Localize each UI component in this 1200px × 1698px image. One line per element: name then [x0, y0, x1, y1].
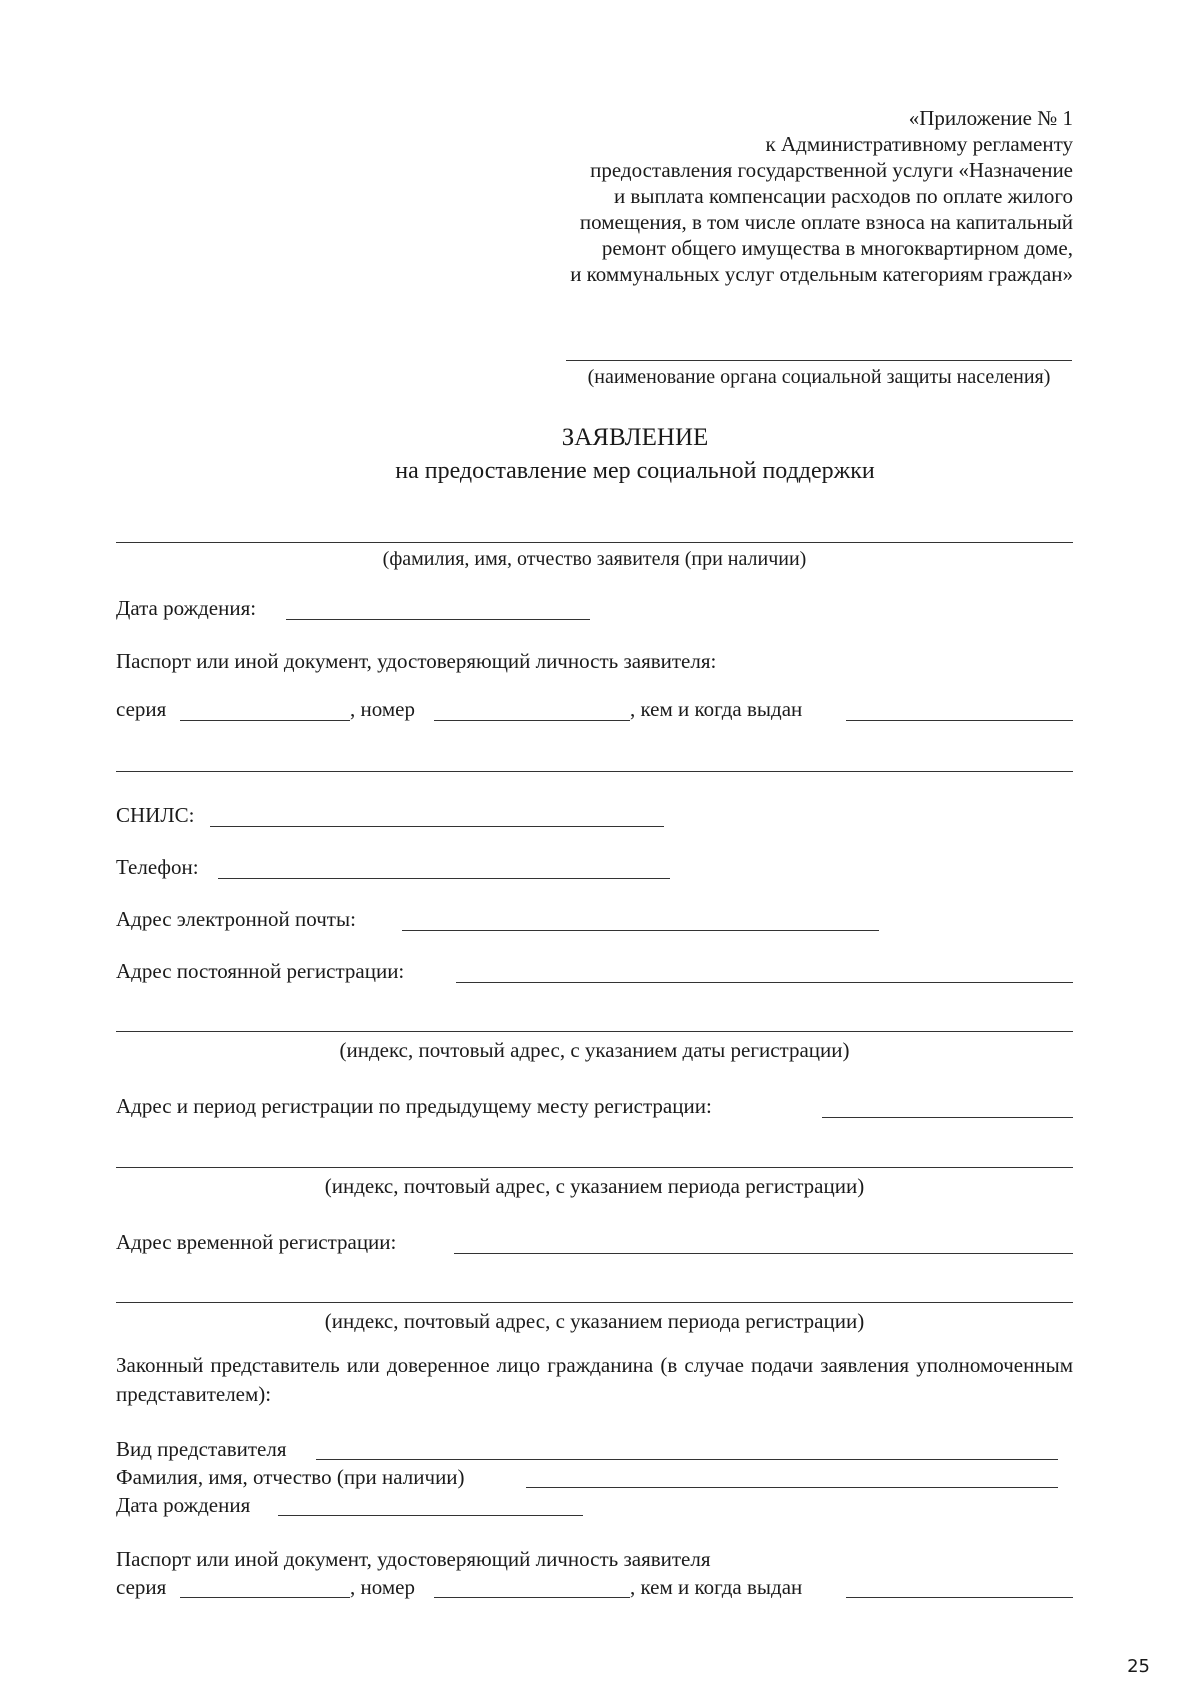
passport-label: Паспорт или иной документ, удостоверяющий личность заявителя:: [116, 649, 717, 673]
passport-issued-continuation-field[interactable]: [116, 771, 1073, 772]
prev-address-caption: (индекс, почтовый адрес, с указанием периода регистрации): [324, 1174, 865, 1198]
perm-address-caption: (индекс, почтовый адрес, с указанием даты регистрации): [339, 1038, 850, 1062]
rep-fio-field[interactable]: [526, 1487, 1058, 1488]
email-label: Адрес электронной почты:: [116, 907, 356, 931]
temp-address-caption: [116, 1308, 1073, 1334]
rep-passport-issued-label: , кем и когда выдан: [630, 1575, 803, 1599]
rep-type-field[interactable]: [316, 1459, 1058, 1460]
temp-address-label: Адрес временной регистрации:: [116, 1230, 397, 1254]
email-field[interactable]: [402, 930, 879, 931]
rep-birth-date-label: Дата рождения: [116, 1493, 251, 1517]
rep-birth-date-field[interactable]: [278, 1515, 583, 1516]
header-line: предоставления государственной услуги «Назначение: [590, 158, 1073, 182]
header-line: и коммунальных услуг отдельным категориям граждан»: [570, 262, 1073, 286]
temp-address-field[interactable]: [454, 1253, 1073, 1254]
rep-passport-issued-field[interactable]: [846, 1597, 1073, 1598]
passport-issued-label: , кем и когда выдан: [630, 697, 803, 721]
rep-passport-label: Паспорт или иной документ, удостоверяющий личность заявителя: [116, 1547, 711, 1571]
phone-label: Телефон:: [116, 855, 199, 879]
header-line: к Административному регламенту: [765, 132, 1073, 156]
passport-series-label: серия: [116, 697, 167, 721]
snils-field[interactable]: [210, 826, 664, 827]
birth-date-field[interactable]: [286, 619, 590, 620]
snils-label: СНИЛС:: [116, 803, 195, 827]
perm-address-continuation-field[interactable]: [116, 1031, 1073, 1032]
temp-address-continuation-field[interactable]: [116, 1302, 1073, 1303]
rep-passport-number-field[interactable]: [434, 1597, 630, 1598]
passport-series-field[interactable]: [180, 720, 350, 721]
rep-passport-series-field[interactable]: [180, 1597, 350, 1598]
applicant-fio-caption: (фамилия, имя, отчество заявителя (при наличии): [382, 548, 807, 570]
document-subtitle: на предоставление мер социальной поддержки: [395, 458, 875, 484]
perm-address-field[interactable]: [456, 982, 1073, 983]
prev-address-continuation-field[interactable]: [116, 1167, 1073, 1168]
rep-passport-series-label: серия: [116, 1575, 167, 1599]
rep-passport-number-label: , номер: [350, 1575, 415, 1599]
document-title: ЗАЯВЛЕНИЕ: [561, 424, 709, 451]
temp-address-caption-text: (индекс, почтовый адрес, с указанием периода регистрации): [324, 1309, 865, 1333]
representative-intro: Законный представитель или доверенное лицо гражданина (в случае подачи заявления уполномоченным представителем):: [116, 1353, 1073, 1406]
rep-type-label: Вид представителя: [116, 1437, 287, 1461]
header-line: и выплата компенсации расходов по оплате жилого: [613, 184, 1073, 208]
page-number: 25: [1127, 1656, 1150, 1677]
header-line: помещения, в том числе оплате взноса на капитальный: [579, 210, 1073, 234]
rep-fio-label: Фамилия, имя, отчество (при наличии): [116, 1465, 465, 1489]
header-line: «Приложение № 1: [908, 106, 1073, 130]
prev-address-label: Адрес и период регистрации по предыдущему месту регистрации:: [116, 1094, 712, 1118]
authority-caption: (наименование органа социальной защиты населения): [587, 366, 1051, 388]
prev-address-field[interactable]: [822, 1117, 1073, 1118]
birth-date-label: Дата рождения:: [116, 596, 257, 620]
passport-number-label: , номер: [350, 697, 415, 721]
perm-address-label: Адрес постоянной регистрации:: [116, 959, 405, 983]
passport-issued-field[interactable]: [846, 720, 1073, 721]
applicant-fio-field[interactable]: [116, 542, 1073, 543]
passport-number-field[interactable]: [434, 720, 630, 721]
phone-field[interactable]: [218, 878, 670, 879]
authority-name-field[interactable]: [566, 360, 1072, 361]
header-line: ремонт общего имущества в многоквартирном доме,: [601, 236, 1073, 260]
